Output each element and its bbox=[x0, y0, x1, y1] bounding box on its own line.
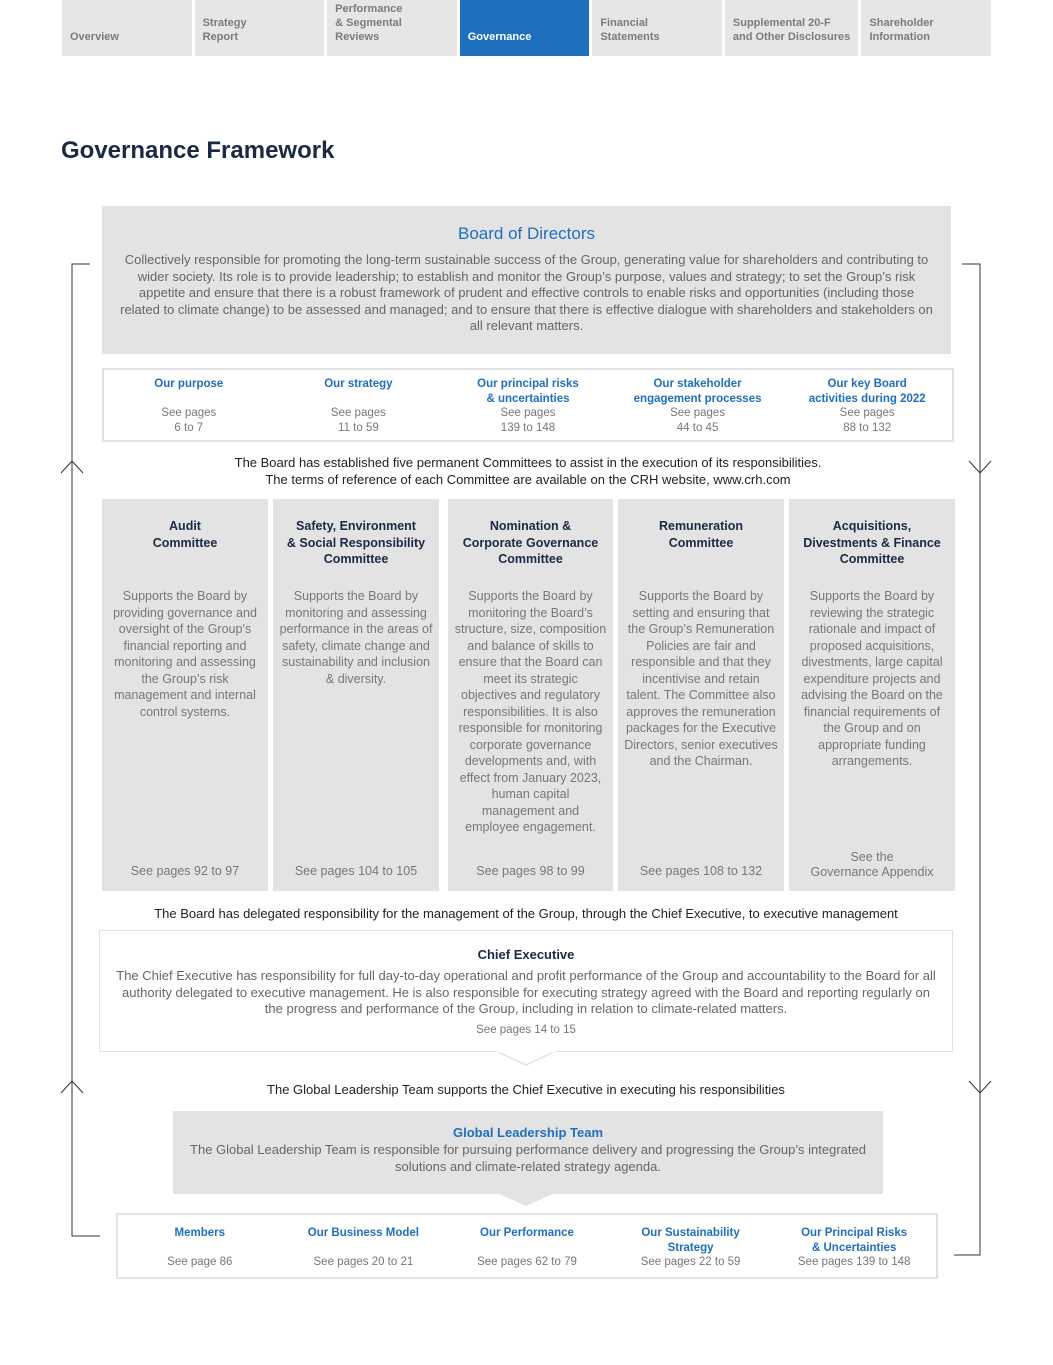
committee-title: Nomination & Corporate Governance Committee bbox=[462, 519, 599, 566]
link-title: Our principal risks & uncertainties bbox=[477, 378, 579, 405]
link-pages: See pages 139 to 148 bbox=[797, 1256, 911, 1268]
board-of-directors-box bbox=[102, 206, 951, 354]
tab-shareholder-information[interactable]: Shareholder Information bbox=[861, 0, 991, 56]
committee-description: Supports the Board by reviewing the strategic rationale and impact of proposed acquisitions, divestments, large capital expenditure projects and advising the Board on the financial requirements of the Group and on appropriate funding arrangements. bbox=[801, 589, 943, 768]
chief-executive-pages[interactable]: See pages 14 to 15 bbox=[476, 1023, 576, 1036]
committee-description: Supports the Board by setting and ensuring that the Group’s Remuneration Policies are fair and responsible and that they incentivise and retain talent. The Committee also approves the remuneration packages for the Executive Directors, senior executives and the Chairman. bbox=[624, 589, 778, 768]
glt-link-sustainability[interactable] bbox=[609, 1226, 773, 1277]
committee-pages[interactable]: See the Governance Appendix bbox=[810, 850, 934, 879]
link-pages: See pages 20 to 21 bbox=[313, 1256, 414, 1268]
link-pages: See pages 62 to 79 bbox=[477, 1256, 577, 1268]
link-pages: See pages 11 to 59 bbox=[330, 407, 386, 434]
board-link-principal-risks[interactable] bbox=[443, 377, 613, 440]
committee-safety-environment bbox=[273, 499, 439, 891]
glt-link-business-model[interactable] bbox=[282, 1226, 446, 1277]
committee-audit bbox=[102, 499, 268, 891]
committee-description: Supports the Board by monitoring the Board’s structure, size, composition and balance of skills to ensure that the Board can meet its strategic objectives and regulatory responsibilities. It is also responsible for monitoring corporate governance developments and, with effect from January 2023, human capital management and employee engagement. bbox=[454, 589, 607, 834]
committees-note: The Board has established five permanent Committees to assist in the execution of its responsibilities. The terms of reference of each Committee are available on the CRH website, www.crh.com bbox=[234, 455, 822, 487]
tab-overview[interactable]: Overview bbox=[62, 0, 192, 56]
link-title: Our stakeholder engagement processes bbox=[633, 378, 762, 405]
tab-supplemental-20f[interactable]: Supplemental 20-F and Other Disclosures bbox=[725, 0, 859, 56]
glt-link-performance[interactable] bbox=[445, 1226, 609, 1277]
committee-description: Supports the Board by providing governance and oversight of the Group’s financial reporting and monitoring and assessing the Group’s risk management and internal control systems. bbox=[113, 589, 257, 719]
link-pages: See pages 6 to 7 bbox=[161, 407, 217, 434]
committee-description: Supports the Board by monitoring and assessing performance in the areas of safety, climate change and sustainability and inclusion & diversity. bbox=[279, 589, 433, 686]
page-title: Governance Framework bbox=[61, 137, 335, 164]
committee-title: Acquisitions, Divestments & Finance Committee bbox=[803, 519, 941, 566]
chief-executive-title: Chief Executive bbox=[477, 947, 575, 962]
board-link-purpose[interactable] bbox=[104, 377, 274, 440]
glt-description: The Global Leadership Team is responsible for pursuing performance delivery and progressing the Group’s integrated solutions and climate-related strategy agenda. bbox=[190, 1142, 866, 1174]
chief-executive-description: The Chief Executive has responsibility for full day-to-day operational and profit performance of the Group and accountability to the Board for all authority delegated to executive management. He is also responsible for executing strategy agreed with the Board and reporting regularly on the progress and performance of the Group, including in relation to climate-related matters. bbox=[116, 968, 936, 1016]
glt-note: The Global Leadership Team supports the Chief Executive in executing his responsibilities bbox=[267, 1082, 785, 1097]
link-title: Our Performance bbox=[480, 1227, 574, 1239]
tab-strategy-report[interactable]: Strategy Report bbox=[195, 0, 325, 56]
link-title: Our strategy bbox=[324, 378, 393, 390]
glt-links bbox=[116, 1213, 938, 1279]
link-title: Our Business Model bbox=[307, 1227, 419, 1239]
link-title: Our Principal Risks & Uncertainties bbox=[801, 1227, 908, 1254]
global-leadership-team-box bbox=[173, 1111, 883, 1194]
glt-link-principal-risks[interactable] bbox=[772, 1226, 936, 1277]
tab-governance[interactable]: Governance bbox=[460, 0, 590, 56]
tab-business-performance[interactable]: Performance & Segmental Reviews bbox=[327, 0, 457, 56]
committee-remuneration bbox=[618, 499, 784, 891]
glt-title: Global Leadership Team bbox=[452, 1125, 604, 1140]
chief-executive-box bbox=[99, 930, 953, 1052]
committee-title: Audit Committee bbox=[152, 519, 218, 550]
link-title: Members bbox=[174, 1227, 226, 1239]
committee-title: Remuneration Committee bbox=[658, 519, 744, 550]
committee-title: Safety, Environment & Social Responsibility Committee bbox=[286, 519, 426, 566]
link-title: Our purpose bbox=[154, 378, 224, 390]
glt-link-members[interactable] bbox=[118, 1226, 282, 1277]
committee-pages[interactable]: See pages 104 to 105 bbox=[294, 864, 418, 878]
glt-pointer bbox=[497, 1193, 555, 1207]
board-link-strategy[interactable] bbox=[274, 377, 444, 440]
board-title: Board of Directors bbox=[458, 224, 595, 243]
committee-pages[interactable]: See pages 98 to 99 bbox=[476, 864, 585, 878]
delegation-note: The Board has delegated responsibility for the management of the Group, through the Chief Executive, to executive management bbox=[154, 906, 898, 921]
link-pages: See pages 22 to 59 bbox=[640, 1256, 741, 1268]
link-pages: See pages 44 to 45 bbox=[670, 407, 726, 434]
link-pages: See pages 139 to 148 bbox=[500, 407, 556, 434]
link-title: Our key Board activities during 2022 bbox=[808, 378, 926, 405]
link-title: Our Sustainability Strategy bbox=[641, 1227, 740, 1254]
committee-pages[interactable]: See pages 108 to 132 bbox=[639, 864, 763, 878]
committee-pages[interactable]: See pages 92 to 97 bbox=[130, 864, 240, 878]
link-pages: See page 86 bbox=[167, 1256, 233, 1268]
link-pages: See pages 88 to 132 bbox=[839, 407, 895, 434]
tab-financial-statements[interactable]: Financial Statements bbox=[592, 0, 722, 56]
board-link-key-activities[interactable] bbox=[782, 377, 952, 440]
committee-acquisitions bbox=[789, 499, 955, 891]
board-links bbox=[102, 368, 954, 442]
board-description: Collectively responsible for promoting the long-term sustainable success of the Group, generating value for shareholders and contributing to wider society. Its role is to provide leadership; to establish and monitor the Group’s purpose, values and strategy; to set the Group’s risk appetite and ensure that there is a robust framework of prudent and effective controls to enable risks and opportunities (including those related to climate change) to be assessed and managed; and to ensure that there is effective dialogue with shareholders and stakeholders on all relevant matters. bbox=[120, 252, 933, 333]
committee-nomination bbox=[448, 499, 613, 891]
board-link-stakeholder[interactable] bbox=[613, 377, 783, 440]
chief-executive-pointer bbox=[496, 1051, 556, 1066]
